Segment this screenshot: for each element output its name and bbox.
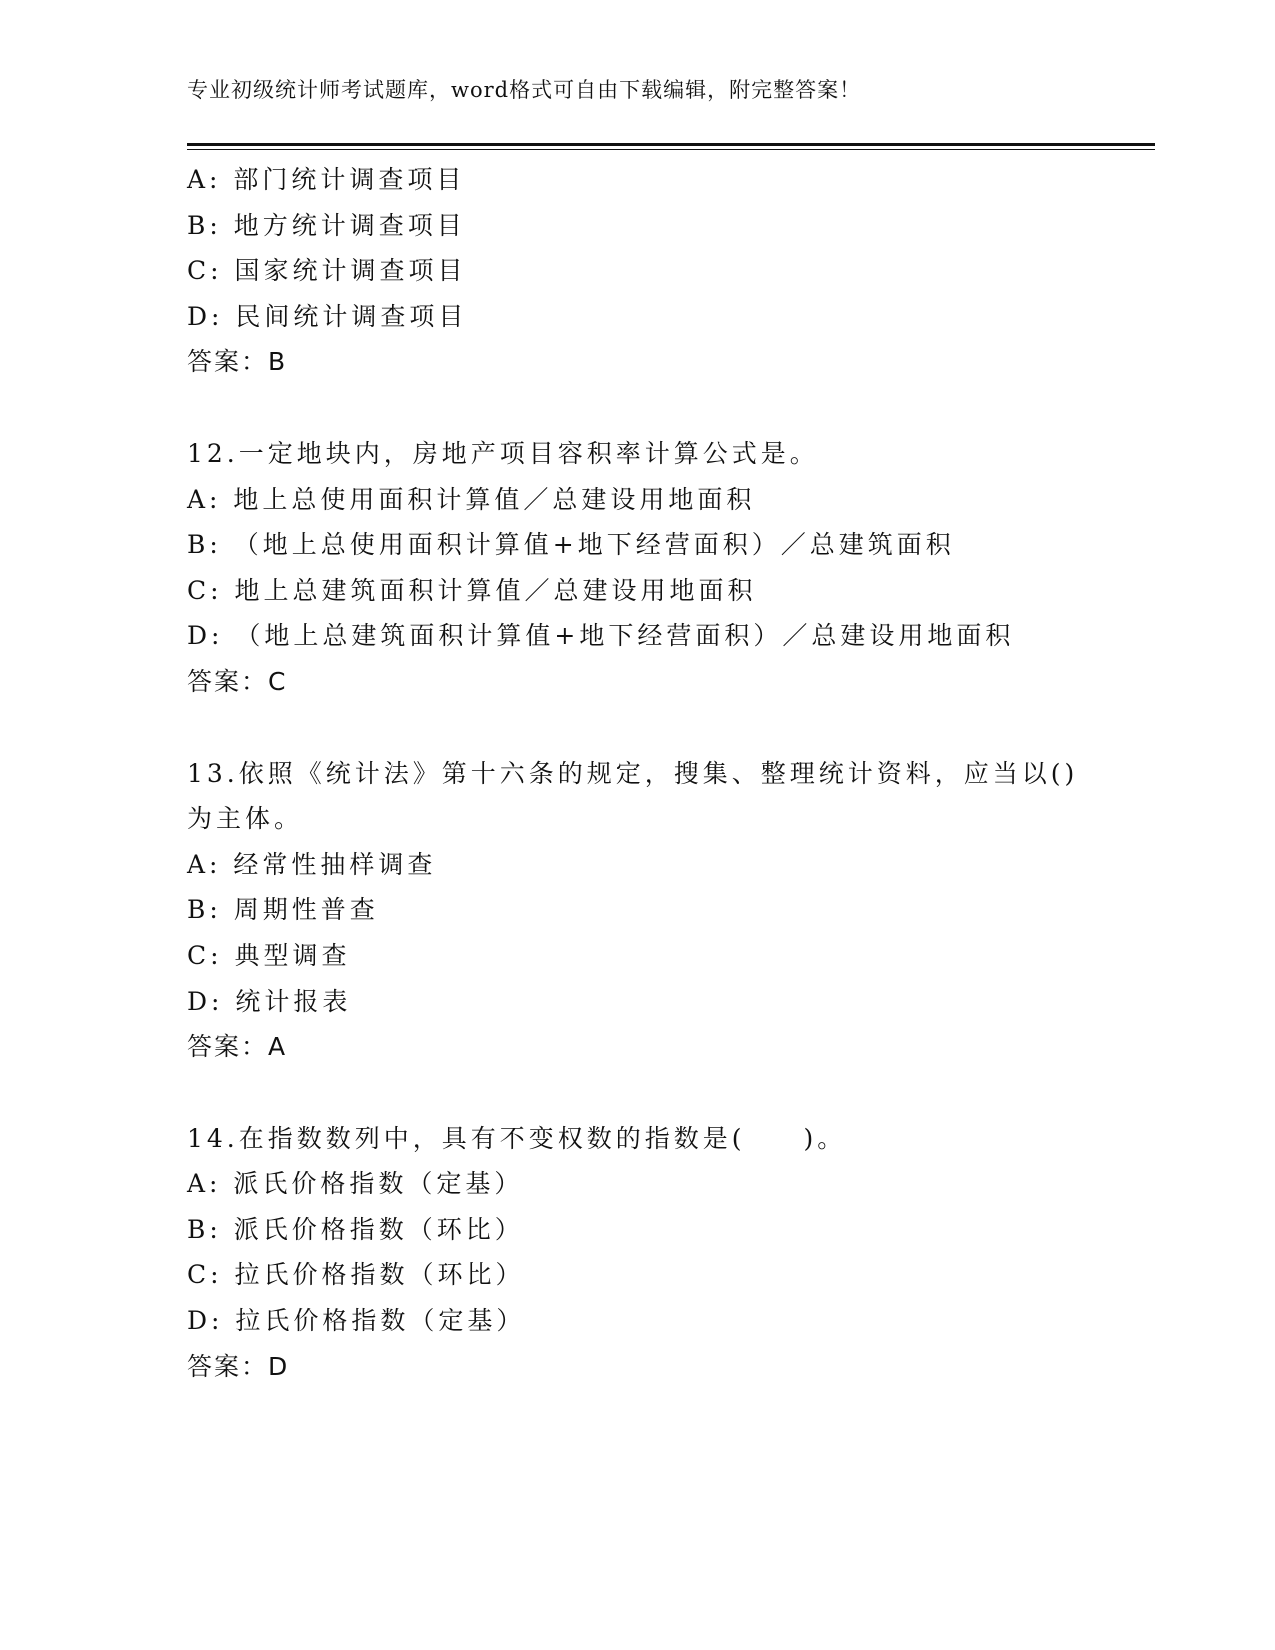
option-c: C: 国家统计调查项目 (187, 256, 467, 286)
option-b: B: （地上总使用面积计算值+地下经营面积）／总建筑面积 (187, 530, 955, 560)
option-d: D: 统计报表 (187, 986, 352, 1016)
header-divider-thick (187, 143, 1155, 146)
option-c: C: 典型调查 (187, 940, 351, 970)
option-b: B: 周期性普查 (187, 895, 379, 925)
answer: 答案：C (187, 666, 288, 696)
option-d: D: （地上总建筑面积计算值+地下经营面积）／总建设用地面积 (187, 621, 1015, 651)
option-a: A: 部门统计调查项目 (187, 165, 466, 194)
question-13 (187, 751, 1087, 1070)
option-a: A: 派氏价格指数（定基） (187, 1169, 524, 1199)
option-a: A: 经常性抽样调查 (187, 849, 437, 879)
header-divider-thin (187, 149, 1155, 150)
question-14 (187, 1116, 1087, 1390)
question-12 (187, 431, 1087, 705)
option-c: C: 拉氏价格指数（环比） (187, 1260, 525, 1290)
question-11 (187, 157, 1087, 385)
answer: 答案：A (187, 1032, 288, 1062)
question-stem: 12.一定地块内，房地产项目容积率计算公式是。 (187, 438, 819, 468)
question-stem: 14.在指数数列中，具有不变权数的指数是( )。 (187, 1123, 847, 1153)
option-b: B: 地方统计调查项目 (187, 210, 466, 240)
option-c: C: 地上总建筑面积计算值／总建设用地面积 (187, 575, 757, 605)
answer: 答案：B (187, 347, 288, 377)
option-a: A: 地上总使用面积计算值／总建设用地面积 (187, 484, 756, 514)
option-d: D: 民间统计调查项目 (187, 301, 468, 331)
option-b: B: 派氏价格指数（环比） (187, 1214, 524, 1244)
page-header: 专业初级统计师考试题库，word格式可自由下载编辑，附完整答案！ (187, 78, 862, 102)
option-d: D: 拉氏价格指数（定基） (187, 1306, 526, 1336)
question-stem: 13.依照《统计法》第十六条的规定，搜集、整理统计资料，应当以()为主体。 (187, 758, 1079, 834)
answer: 答案：D (187, 1351, 290, 1381)
question-list (187, 157, 1087, 1389)
